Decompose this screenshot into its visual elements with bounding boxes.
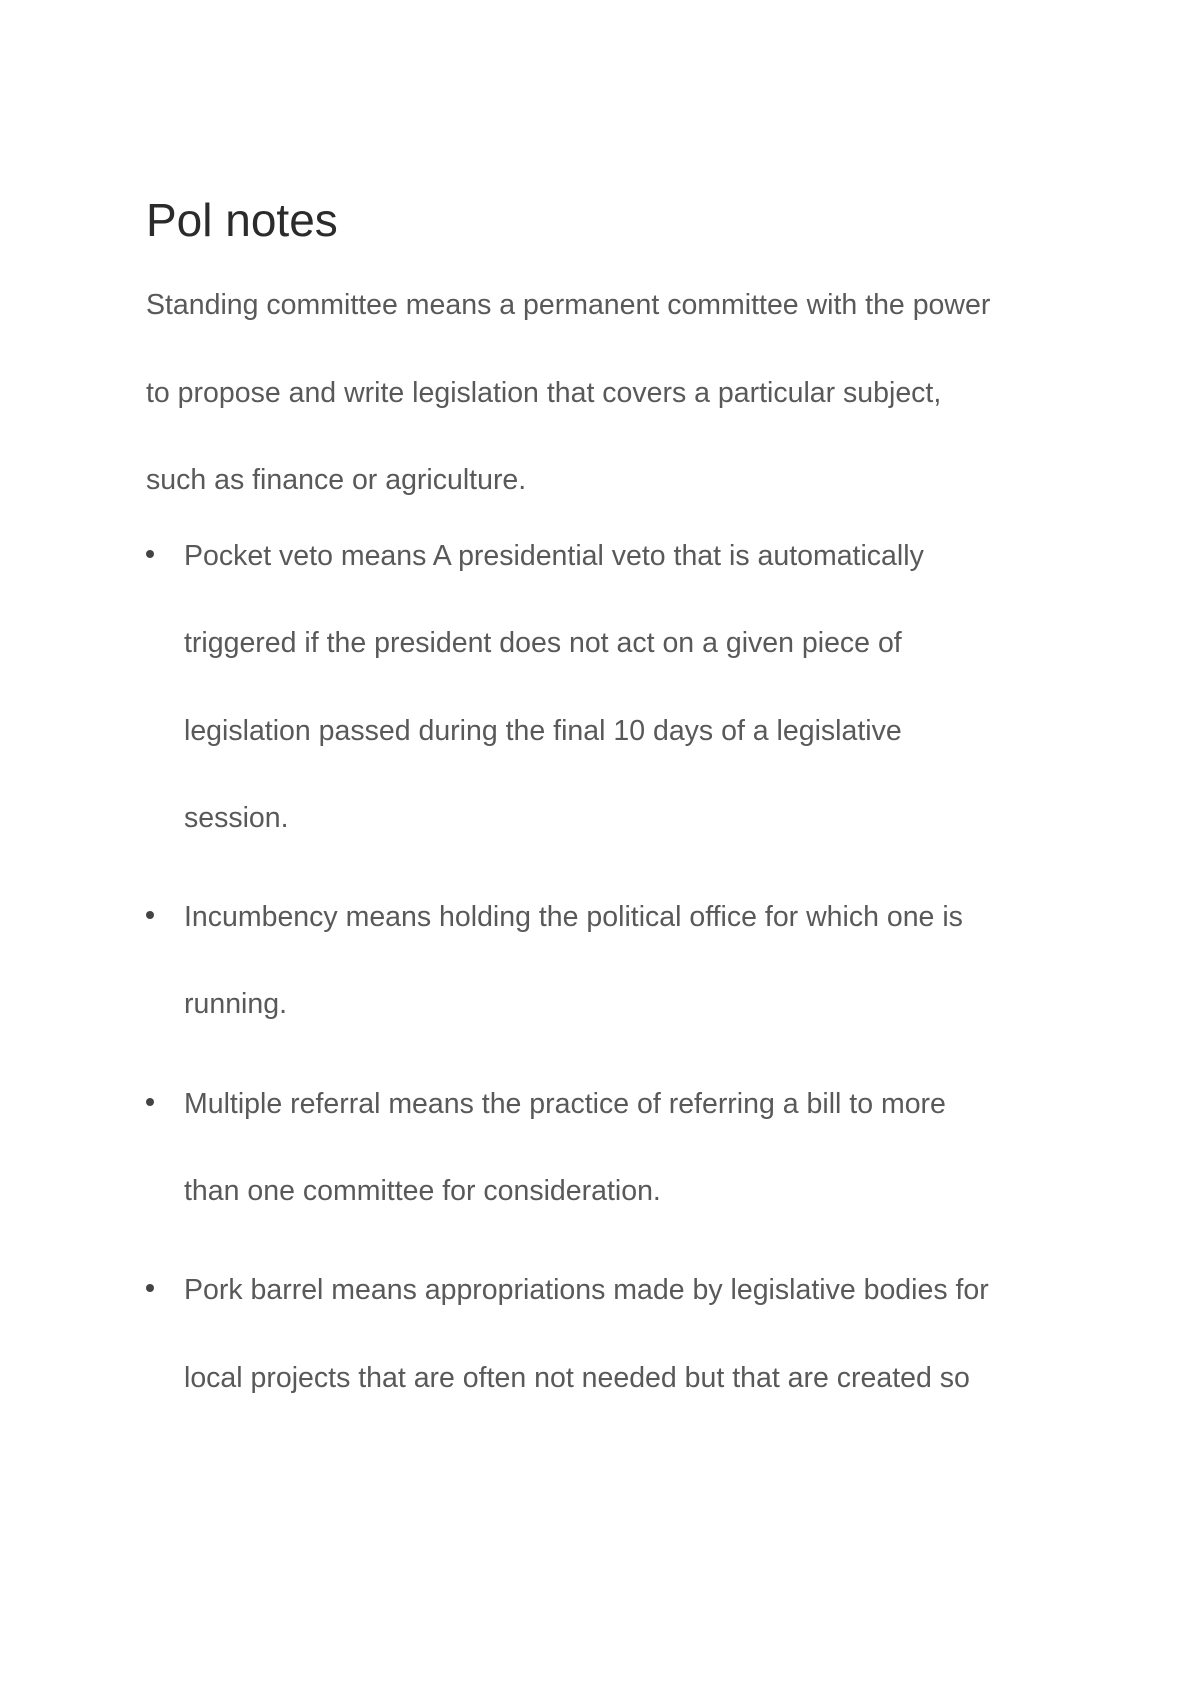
bullet-dot-icon bbox=[146, 1284, 154, 1292]
list-item-pork-barrel bbox=[146, 1247, 1086, 1422]
list-item-line: triggered if the president does not act on a given piece of bbox=[184, 627, 902, 660]
bullet-dot-icon bbox=[146, 1098, 154, 1106]
bullet-dot-icon bbox=[146, 550, 154, 558]
intro-line: such as finance or agriculture. bbox=[146, 464, 527, 496]
list-item-line: session. bbox=[184, 801, 289, 834]
list-item-line: Pork barrel means appropriations made by legislative bodies for bbox=[184, 1274, 989, 1307]
list-item-line: running. bbox=[184, 988, 287, 1021]
bullet-dot-icon bbox=[146, 911, 154, 919]
list-item-line: Pocket veto means A presidential veto that is automatically bbox=[184, 540, 924, 572]
list-item-incumbency bbox=[146, 874, 1086, 1049]
list-item-line: Incumbency means holding the political office for which one is bbox=[184, 901, 963, 934]
page-title: Pol notes bbox=[146, 194, 338, 246]
intro-paragraph bbox=[146, 262, 1066, 525]
list-item-line: than one committee for consideration. bbox=[184, 1175, 661, 1208]
list-item-line: Multiple referral means the practice of referring a bill to more bbox=[184, 1087, 946, 1120]
list-item-multiple-referral bbox=[146, 1061, 1086, 1236]
intro-line: to propose and write legislation that covers a particular subject, bbox=[146, 376, 942, 409]
list-item-line: legislation passed during the final 10 days of a legislative bbox=[184, 714, 902, 747]
list-item-pocket-veto bbox=[146, 513, 1086, 862]
intro-line: Standing committee means a permanent committee with the power bbox=[146, 289, 991, 321]
list-item-line: local projects that are often not needed but that are created so bbox=[184, 1361, 970, 1394]
definitions-list bbox=[146, 513, 1086, 1434]
